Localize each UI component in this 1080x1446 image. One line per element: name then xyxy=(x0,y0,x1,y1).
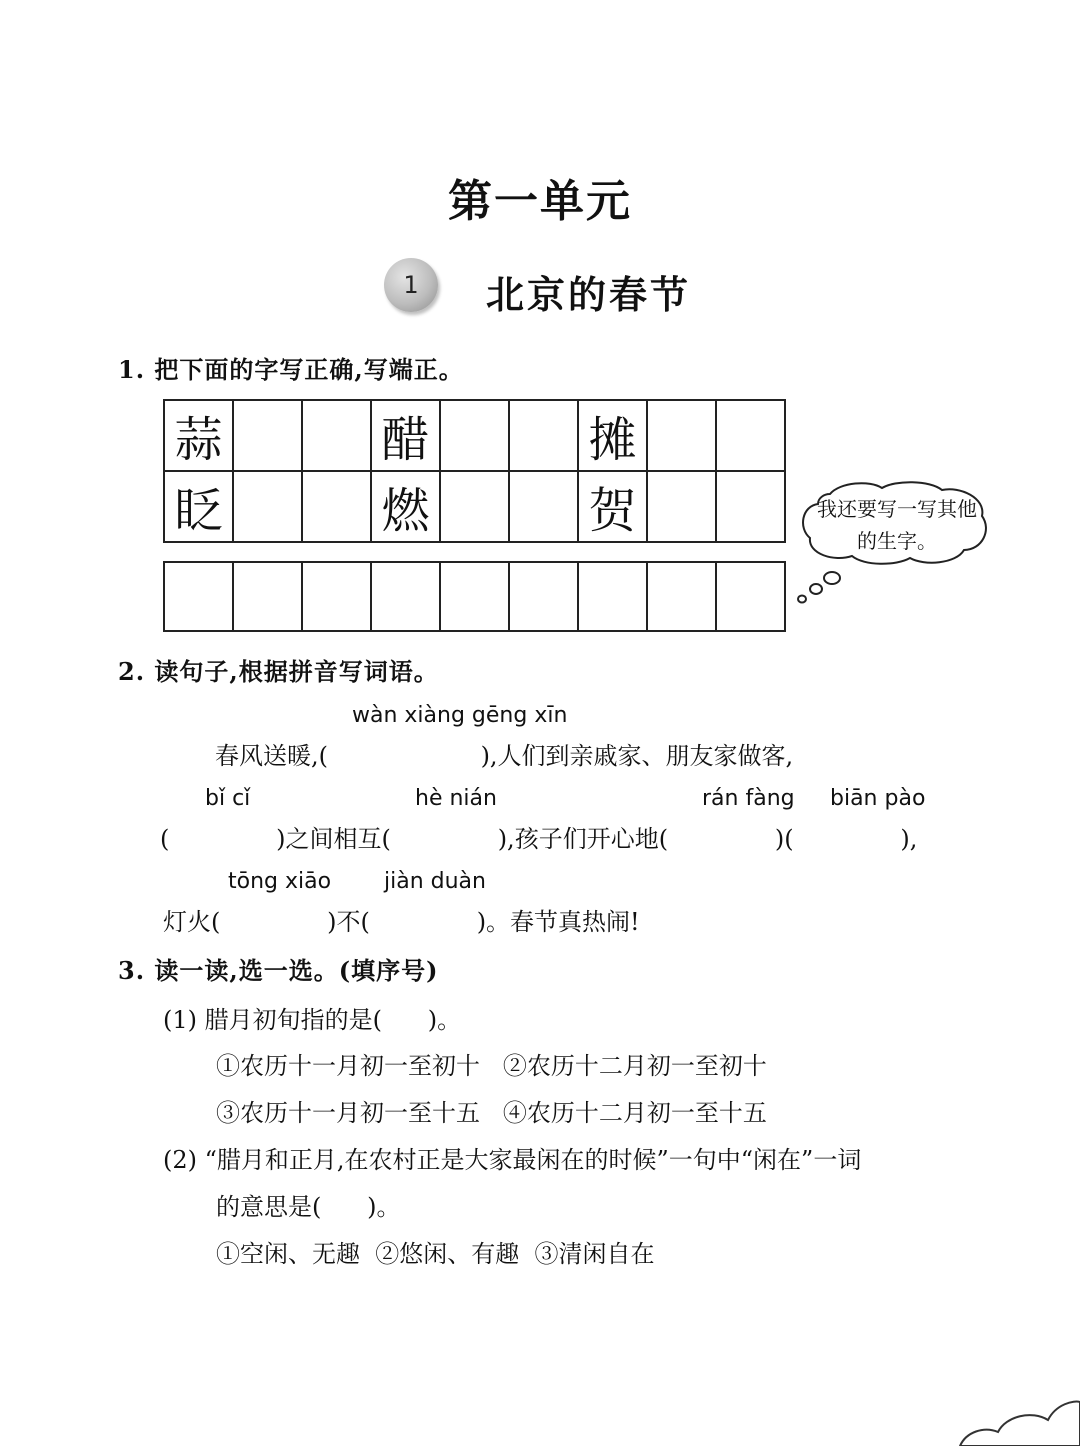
q1-title: 1. 把下面的字写正确,写端正。 xyxy=(118,355,464,384)
grid-cell[interactable] xyxy=(647,562,716,631)
grid-cell[interactable] xyxy=(509,562,578,631)
pinyin-label: biān pào xyxy=(830,786,926,811)
grid-cell[interactable] xyxy=(578,562,647,631)
grid-cell[interactable] xyxy=(647,400,716,471)
grid-cell[interactable] xyxy=(440,400,509,471)
thought-bubble-tail-icon xyxy=(792,568,844,606)
sentence-line-2: ( )之间相互( ),孩子们开心地( )( ), xyxy=(160,825,918,853)
grid-cell[interactable]: 燃 xyxy=(371,471,440,542)
grid-cell[interactable] xyxy=(647,471,716,542)
q3-sub2-stem-cont: 的意思是( )。 xyxy=(216,1193,401,1221)
pinyin-label: jiàn duàn xyxy=(384,869,486,894)
grid-cell[interactable] xyxy=(233,562,302,631)
grid-cell[interactable] xyxy=(371,562,440,631)
character-grid-upper xyxy=(163,399,786,543)
lesson-number-badge: 1 xyxy=(384,258,438,312)
q2-title: 2. 读句子,根据拼音写词语。 xyxy=(118,657,439,686)
q3-sub2-stem: (2) “腊月和正月,在农村正是大家最闲在的时候”一句中“闲在”一词 xyxy=(163,1146,862,1174)
pinyin-label: wàn xiàng gēng xīn xyxy=(352,703,568,728)
q3-sub1-stem: (1) 腊月初旬指的是( )。 xyxy=(163,1006,462,1034)
corner-cloud-decoration-icon xyxy=(940,1380,1080,1446)
grid-cell[interactable] xyxy=(716,562,785,631)
grid-cell[interactable]: 眨 xyxy=(164,471,233,542)
grid-row-1 xyxy=(164,400,785,471)
grid-cell[interactable] xyxy=(233,400,302,471)
grid-cell[interactable] xyxy=(509,471,578,542)
character-grid-lower xyxy=(163,561,786,632)
q3-sub1-options-b: ③农历十一月初一至十五 ④农历十二月初一至十五 xyxy=(216,1099,767,1127)
q3-sub1-options-a: ①农历十一月初一至初十 ②农历十二月初一至初十 xyxy=(216,1052,767,1080)
grid-cell[interactable] xyxy=(716,471,785,542)
q3-title: 3. 读一读,选一选。(填序号) xyxy=(118,956,439,985)
grid-cell[interactable]: 摊 xyxy=(578,400,647,471)
pinyin-label: bǐ cǐ xyxy=(205,786,251,811)
grid-cell[interactable] xyxy=(509,400,578,471)
unit-title: 第一单元 xyxy=(448,176,632,227)
grid-row-3 xyxy=(164,562,785,631)
grid-cell[interactable] xyxy=(164,562,233,631)
thought-bubble-text: 我还要写一写其他的生字。 xyxy=(817,497,977,553)
lesson-title: 北京的春节 xyxy=(486,272,692,317)
q3-sub2-options: ①空闲、无趣 ②悠闲、有趣 ③清闲自在 xyxy=(216,1240,655,1268)
grid-cell[interactable] xyxy=(302,562,371,631)
sentence-line-3: 灯火( )不( )。春节真热闹! xyxy=(163,908,640,936)
grid-cell[interactable]: 醋 xyxy=(371,400,440,471)
grid-cell[interactable] xyxy=(440,562,509,631)
sentence-line-1: 春风送暖,( ),人们到亲戚家、朋友家做客, xyxy=(215,742,794,770)
pinyin-label: tōng xiāo xyxy=(228,869,332,894)
grid-cell[interactable] xyxy=(716,400,785,471)
grid-cell[interactable] xyxy=(302,471,371,542)
grid-row-2 xyxy=(164,471,785,542)
grid-cell[interactable] xyxy=(233,471,302,542)
grid-cell[interactable] xyxy=(440,471,509,542)
grid-cell[interactable]: 蒜 xyxy=(164,400,233,471)
pinyin-label: rán fàng xyxy=(702,786,795,811)
pinyin-label: hè nián xyxy=(415,786,497,811)
grid-cell[interactable]: 贺 xyxy=(578,471,647,542)
grid-cell[interactable] xyxy=(302,400,371,471)
